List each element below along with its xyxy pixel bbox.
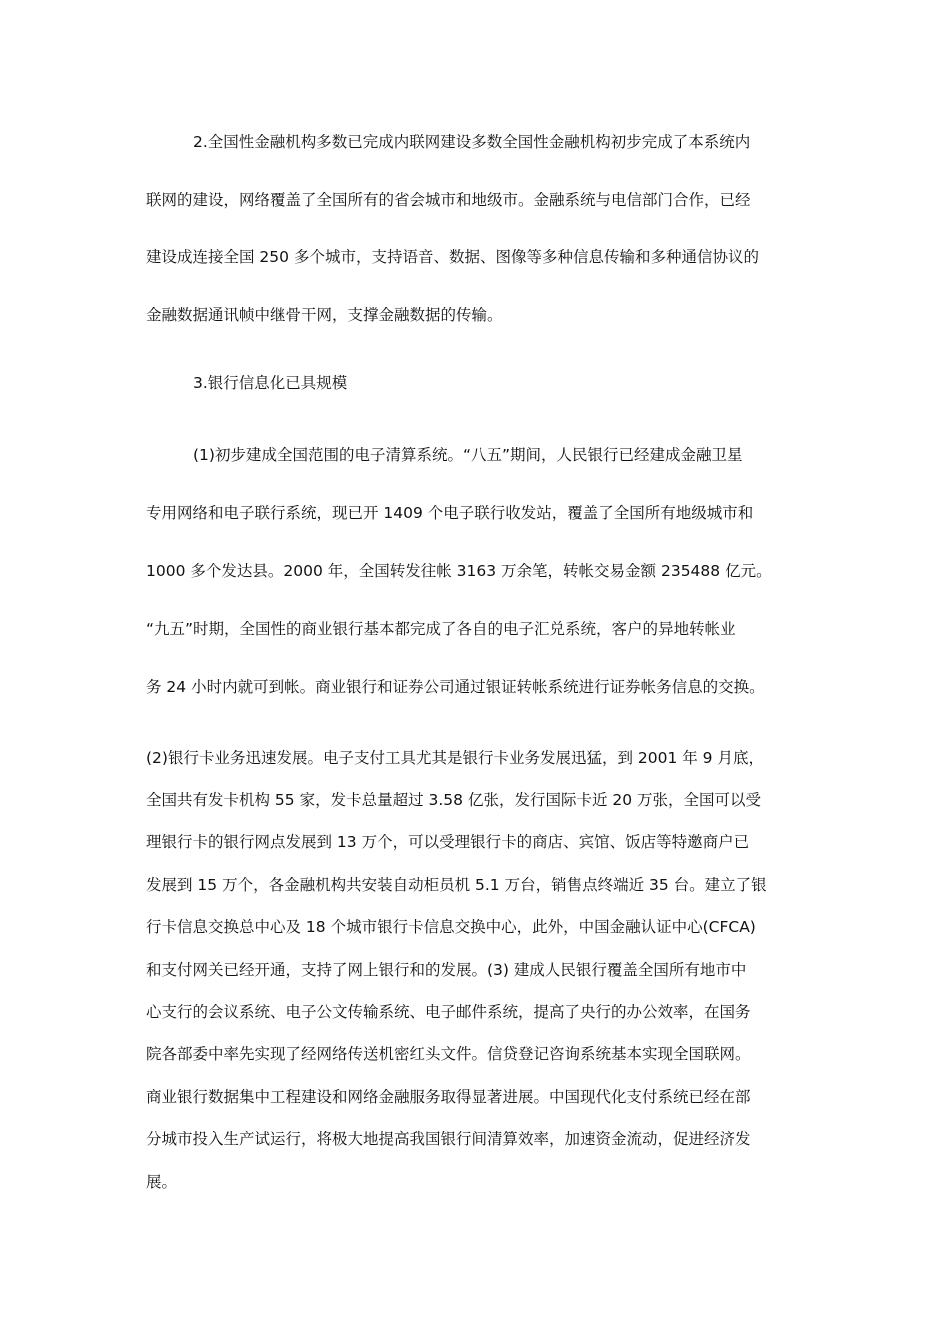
paragraph-line: “九五”时期，全国性的商业银行基本都完成了各自的电子汇兑系统，客户的异地转帐业 — [146, 620, 736, 638]
paragraph-line: 全国共有发卡机构 55 家，发卡总量超过 3.58 亿张，发行国际卡近 20 万张，全国可以受 — [146, 791, 762, 809]
paragraph-line: 建设成连接全国 250 多个城市，支持语音、数据、图像等多种信息传输和多种通信协议的 — [146, 248, 759, 266]
paragraph-line: (2)银行卡业务迅速发展。电子支付工具尤其是银行卡业务发展迅猛，到 2001 年 9 月底， — [146, 749, 764, 767]
paragraph-line: 联网的建设，网络覆盖了全国所有的省会城市和地级市。金融系统与电信部门合作，已经 — [146, 191, 751, 209]
paragraph-line: 专用网络和电子联行系统，现已开 1409 个电子联行收发站，覆盖了全国所有地级城市和 — [146, 504, 754, 522]
paragraph-line: 心支行的会议系统、电子公文传输系统、电子邮件系统，提高了央行的办公效率，在国务 — [146, 1003, 751, 1021]
paragraph-line: 1000 多个发达县。2000 年，全国转发往帐 3163 万余笔，转帐交易金额 235488 亿元。 — [146, 562, 772, 580]
section-heading: 3.银行信息化已具规模 — [193, 374, 348, 392]
paragraph-line: (1)初步建成全国范围的电子清算系统。“八五”期间，人民银行已经建成金融卫星 — [193, 446, 743, 464]
paragraph-line: 发展到 15 万个，各金融机构共安装自动柜员机 5.1 万台，销售点终端近 35 台。建立了银 — [146, 876, 767, 894]
paragraph-line: 行卡信息交换总中心及 18 个城市银行卡信息交换中心，此外，中国金融认证中心(CFCA) — [146, 918, 756, 936]
paragraph-line: 务 24 小时内就可到帐。商业银行和证券公司通过银证转帐系统进行证券帐务信息的交换。 — [146, 678, 765, 696]
paragraph-line: 分城市投入生产试运行，将极大地提高我国银行间清算效率，加速资金流动，促进经济发 — [146, 1130, 751, 1148]
paragraph-line: 2.全国性金融机构多数已完成内联网建设多数全国性金融机构初步完成了本系统内 — [193, 133, 751, 151]
paragraph-line: 理银行卡的银行网点发展到 13 万个，可以受理银行卡的商店、宾馆、饭店等特邀商户已 — [146, 833, 750, 851]
paragraph-line: 院各部委中率先实现了经网络传送机密红头文件。信贷登记咨询系统基本实现全国联网。 — [146, 1045, 751, 1063]
paragraph-line: 商业银行数据集中工程建设和网络金融服务取得显著进展。中国现代化支付系统已经在部 — [146, 1088, 751, 1106]
paragraph-line: 金融数据通讯帧中继骨干网，支撑金融数据的传输。 — [146, 306, 503, 324]
paragraph-line: 展。 — [146, 1173, 178, 1191]
paragraph-line: 和支付网关已经开通，支持了网上银行和的发展。(3) 建成人民银行覆盖全国所有地市中 — [146, 961, 747, 979]
